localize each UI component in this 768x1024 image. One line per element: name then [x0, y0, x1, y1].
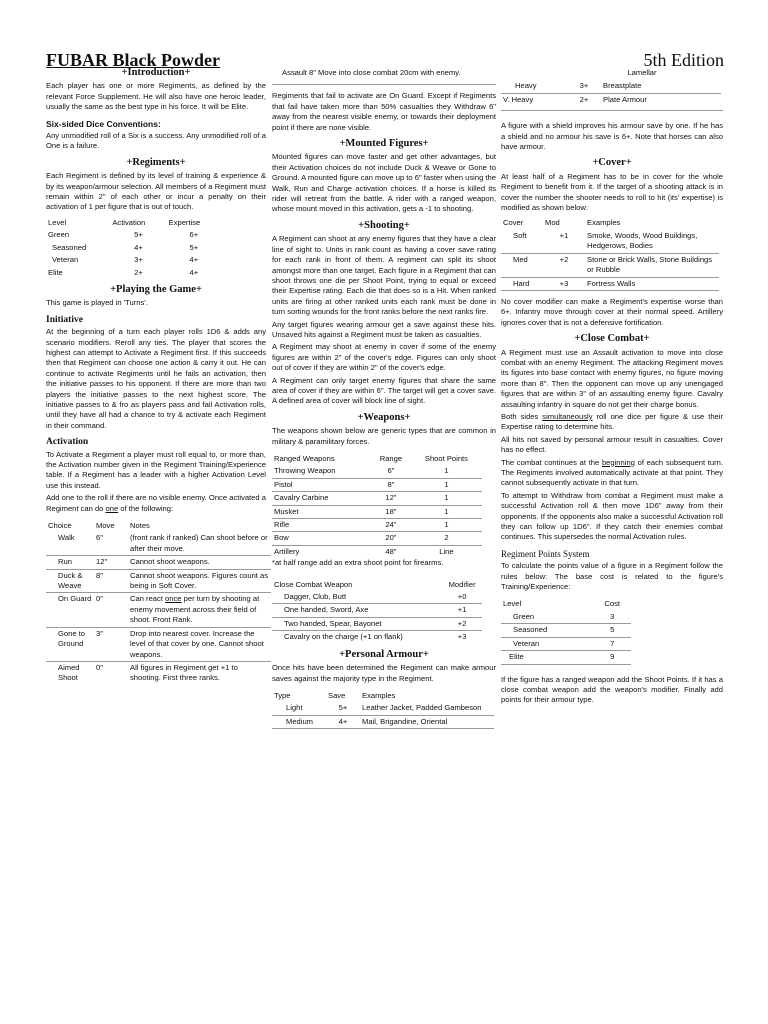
type-cell: V. Heavy: [503, 94, 534, 104]
table-row: [272, 505, 482, 518]
points-table: [501, 598, 631, 664]
activation-cell: 5+: [134, 230, 143, 240]
weapon-cell: Rifle: [272, 519, 371, 532]
mod-cell: +2: [543, 253, 585, 277]
type-cell: Heavy: [501, 80, 567, 93]
level-cell: Seasoned: [501, 624, 593, 637]
activation-text-2: [46, 493, 266, 514]
cover-cell: Soft: [501, 230, 543, 253]
column-1: [46, 67, 269, 685]
training-table: [46, 217, 221, 279]
modifier-cell: +3: [457, 632, 467, 642]
regiments-heading: +Regiments+: [126, 156, 186, 168]
column-3: [501, 68, 723, 708]
table-row: [272, 465, 482, 478]
modifier-cell: +2: [442, 617, 482, 630]
mounted-text: Mounted figures can move faster and get other advantages, but their Activation choices do not include Duck & Weave or Gone to Ground. A mounted figure can move up to 6" faster when using the Walk, Run and Charge activation choices. If a horse is killed its rider will retreat from the battle. A rider with a ranged weapon, whose mount moved in this activation, gets a -1 to shooting.: [272, 152, 496, 214]
initiative-text: At the beginning of a turn each player rolls 1D6 & adds any scenario modifiers. Reroll any ties. The player that scores the highest can attempt to Activate a Regiment first. If this succeeds then that Regiment can choose one action & carry it out. He can continue to activate Regiments until he fails an activation, then the initiative passes to his opponent. If there are more than two players the initiative passes to the next highest score. The initiative passes to & fro as players pass and fail Activation rolls, until they have all had a chance to try & activate each Regiment in their command.: [46, 327, 266, 430]
activation-text: To Activate a Regiment a player must roll equal to, or more than, the Activation number given in the Regiment Training/Experience table. If a Regiment has a leader with a higher Activation Level use this instead.: [46, 449, 266, 490]
table-row: [272, 715, 494, 728]
table-header: Cost: [604, 599, 620, 609]
save-cell: 4+: [326, 715, 360, 728]
table-row: [501, 637, 631, 650]
activation-cell: 3+: [134, 255, 143, 265]
armour-intro: Once hits have been determined the Regiment can make armour saves against the majority type in the Regiment.: [272, 663, 496, 683]
table-header: Range: [379, 454, 403, 463]
emphasis-span: beginning: [601, 457, 635, 467]
cover-intro: At least half of a Regiment has to be in cover for the whole Regiment to benefit from it. If the target of a shooting attack is in cover the number the shooter needs to roll to hit (its' expertise) is modified as shown below:: [501, 171, 723, 213]
emphasis-span: simultaneously: [542, 411, 593, 421]
close-combat-text-2: [501, 412, 723, 433]
weapon-cell: Cavalry on the charge (+1 on flank): [284, 632, 403, 642]
choice-cell: Gone to Ground: [46, 627, 94, 661]
column-2: [272, 68, 496, 729]
table-header: Move: [96, 521, 115, 531]
expertise-cell: 6+: [189, 230, 199, 240]
table-row: [46, 593, 271, 627]
move-cell: 6": [94, 532, 128, 555]
table-header: Ranged Weapons: [274, 454, 335, 463]
table-header: Cover: [503, 218, 524, 228]
choice-cell: Walk: [46, 532, 94, 555]
fail-text: Regiments that fail to activate are On Guard. Except if Regiments that fail have taken more than 50% casualties they Withdraw 6" away from the nearest visible enemy, or towards their deployment point if there are none visible.: [272, 91, 496, 132]
table-header: Examples: [362, 690, 396, 700]
cover-note: No cover modifier can make a Regiment's expertise worse than 6+. Infantry move through cover at their normal speed. Artillery ignores cover that is not a defensive fortification.: [501, 296, 723, 327]
table-row: [46, 556, 271, 569]
cover-heading: +Cover+: [592, 157, 632, 169]
table-row: [501, 93, 721, 106]
cost-cell: 7: [593, 637, 631, 650]
modifier-cell: +0: [442, 591, 482, 604]
table-row: [46, 661, 271, 684]
weapons-heading: +Weapons+: [357, 411, 411, 423]
table-row: [46, 254, 221, 266]
dice-text: Any unmodified roll of a Six is a success. Any unmodified roll of a One is a failure.: [46, 131, 266, 151]
table-row: [501, 230, 719, 253]
notes-cell: [128, 593, 271, 627]
text-span: of the following:: [118, 503, 174, 513]
expertise-cell: 4+: [189, 255, 199, 265]
level-cell: Green: [48, 230, 70, 240]
points-note: If the figure has a ranged weapon add the Shoot Points. If it has a close combat weapon add the weapon's modifier. Finally add points for their armour type.: [501, 674, 723, 705]
activation-table: [46, 520, 271, 685]
assault-row: Assault 8" Move into close combat 20cm with enemy.: [282, 68, 461, 77]
playing-text: This game is played in 'Turns'.: [46, 298, 148, 308]
table-row: [272, 702, 494, 715]
mod-cell: +3: [543, 277, 585, 290]
range-cell: 6": [371, 465, 411, 478]
notes-cell: Drop into nearest cover. Increase the level of that cover by one. Cannot shoot weapons.: [128, 627, 271, 661]
notes-cell: Cannot shoot weapons. Figures count as being in Soft Cover.: [128, 569, 271, 593]
mounted-heading: +Mounted Figures+: [339, 138, 429, 150]
table-header: Shoot Points: [424, 454, 468, 463]
choice-cell: Aimed Shoot: [58, 662, 80, 683]
text-span: per turn by shooting at enemy movement across their field of shoot. Front Rank.: [130, 594, 260, 625]
divider: [272, 84, 496, 85]
points-cell: 1: [411, 492, 482, 505]
divider: [501, 110, 723, 111]
armour-table: [272, 690, 494, 729]
introduction-heading: +Introduction+: [121, 67, 191, 78]
weapon-cell: Cavalry Carbine: [272, 492, 371, 505]
save-cell: 2+: [579, 94, 589, 104]
table-header: Close Combat Weapon: [274, 579, 353, 589]
dice-heading: Six-sided Dice Conventions:: [46, 118, 161, 129]
level-cell: Elite: [501, 651, 593, 664]
table-row: [272, 617, 482, 630]
table-row: [272, 492, 482, 505]
close-combat-text-3: All hits not saved by personal armour result in casualties. Cover has no effect.: [501, 434, 723, 455]
close-combat-text: A Regiment must use an Assault activation to move into close combat with an enemy Regiment. The attacking Regiment moves its figures into base contact with enemy figures, no figure moving more than 8". Then the opponent can move up any unengaged figures that are within 3" of an assaulting enemy figure. Cavalry assaulting infantry in square do not get their charge bonus.: [501, 347, 723, 409]
weapon-cell: Artillery: [274, 546, 300, 556]
armour-heading: +Personal Armour+: [339, 648, 429, 660]
examples-cell: Mail, Brigandine, Oriental: [360, 715, 494, 728]
points-intro: To calculate the points value of a figure in a Regiment follow the rules below: The base cost is related to the figure's Training/Experience:: [501, 561, 723, 592]
table-row: [272, 519, 482, 532]
points-heading: Regiment Points System: [501, 548, 590, 559]
table-header: Modifier: [448, 579, 476, 589]
table-row: [501, 624, 631, 637]
save-cell: 5+: [326, 702, 360, 715]
level-cell: Veteran: [52, 255, 79, 265]
choice-cell: Run: [46, 556, 94, 569]
weapon-cell: Throwing Weapon: [272, 465, 371, 478]
table-row: [501, 80, 721, 93]
save-cell: 3+: [567, 80, 601, 93]
shield-text: A figure with a shield improves his armour save by one. If he has a shield and no armour his save is 6+. Note that horses can also have armour.: [501, 121, 723, 152]
table-header: Activation: [112, 217, 146, 227]
introduction-text: Each player has one or more Regiments, as defined by the relevant Force Supplement. He will also have one heroic leader, usually the same as the best type in his force. It will be Elite.: [46, 81, 266, 112]
weapon-cell: Musket: [272, 505, 371, 518]
cover-table: [501, 217, 719, 290]
text-span: roll one dice per figure & use their Expertise rating to determine hits.: [501, 411, 723, 432]
modifier-cell: +1: [442, 604, 482, 617]
armour-table-continued: [501, 80, 721, 106]
level-cell: Veteran: [501, 637, 593, 650]
points-cell: 1: [411, 519, 482, 532]
range-cell: 8": [371, 478, 411, 491]
weapon-cell: One handed, Sword, Axe: [272, 604, 442, 617]
weapon-cell: Pistol: [272, 478, 371, 491]
points-cell: 1: [411, 505, 482, 518]
table-row: [46, 229, 221, 241]
table-row: [272, 591, 482, 604]
text-span: Add one to the roll if there are no visible enemy. Once activated a Regiment can do: [46, 493, 266, 513]
table-header: Choice: [48, 521, 72, 531]
shooting-heading: +Shooting+: [358, 219, 410, 231]
text-span: The combat continues at the: [501, 457, 602, 467]
expertise-cell: 4+: [189, 267, 199, 277]
shooting-text: A Regiment can shoot at any enemy figures that they have a clear line of sight to. Units in rank count as having a cover save rating for each rank in front of them. A regiment can split its shoot amongst more than one target. Each figure in a Regiment that can shoot throws one die per Shoot Point, trying to equal or exceed their Expertise rating. Each die that does so is a Hit. When ranked units are firing at other ranked units each rank must be done in turn sorting wounds for the front ranks before the next ranks fire.: [272, 234, 496, 317]
table-header: Expertise: [168, 217, 201, 227]
points-cell: 1: [411, 478, 482, 491]
table-row: [46, 627, 271, 661]
range-cell: 18": [371, 505, 411, 518]
range-cell: 48": [385, 546, 397, 556]
table-row: [501, 253, 719, 277]
table-row: [272, 604, 482, 617]
weapon-cell: Two handed, Spear, Bayonet: [272, 617, 442, 630]
cost-cell: 3: [593, 611, 631, 624]
table-header: Notes: [130, 521, 150, 531]
range-cell: 20": [371, 532, 411, 545]
close-combat-text-5: To attempt to Withdraw from combat a Regiment must make a successful Activation roll & then move 1D6" away from their opponents. If the opponents also make a successful Activation roll they can follow up 1D6". If they catch their enemies combat continues. This supersedes the normal Activation rules.: [501, 490, 723, 542]
weapon-cell: Bow: [272, 532, 371, 545]
table-row: [501, 611, 631, 624]
close-combat-text-4: [501, 458, 723, 489]
examples-cell: Smoke, Woods, Wood Buildings, Hedgerows, Bodies: [585, 230, 719, 253]
text-span: of each subsequent turn. The Regiments involved automatically activate at that point. They cannot subsequently activate in that turn.: [501, 457, 724, 488]
cover-cell: Hard: [501, 277, 543, 290]
table-header: Type: [274, 690, 291, 700]
table-row: [272, 478, 482, 491]
move-cell: 3": [94, 627, 128, 661]
text-span: Both sides: [501, 411, 543, 421]
move-cell: 12": [94, 556, 128, 569]
playing-heading: +Playing the Game+: [110, 283, 202, 295]
range-cell: 12": [371, 492, 411, 505]
notes-cell: All figures in Regiment get +1 to shooting. First three ranks.: [130, 662, 238, 683]
cover-cell: Med: [501, 253, 543, 277]
table-row: [46, 267, 221, 279]
table-header: Mod: [545, 218, 560, 228]
notes-cell: (front rank if ranked) Can shoot before or after their move.: [128, 532, 271, 555]
type-cell: Light: [272, 702, 326, 715]
points-cell: 2: [411, 532, 482, 545]
emphasis-span: once: [165, 594, 182, 604]
table-header: Level: [503, 599, 522, 609]
table-row: [501, 277, 719, 290]
level-cell: Seasoned: [52, 242, 87, 252]
activation-heading: Activation: [46, 437, 89, 448]
activation-cell: 4+: [134, 242, 143, 252]
edition-label: 5th Edition: [643, 50, 724, 70]
table-row: [46, 242, 221, 254]
ranged-weapons-table: [272, 453, 482, 558]
move-cell: 8": [94, 569, 128, 593]
shooting-text-3: A Regiment may shoot at enemy in cover if some of the enemy figures are within 2" of the cover's edge. Figures can only shoot out of cover if they are within 2" of the cover's edge.: [272, 342, 496, 373]
table-row: [501, 651, 631, 664]
shooting-text-4: A Regiment can only target enemy figures that share the same area of cover if they are within 6". The target will get a cover save. A defined area of cover will block line of sight.: [272, 375, 496, 406]
notes-cell: Cannot shoot weapons.: [128, 556, 271, 569]
close-combat-table: [272, 579, 482, 644]
regiments-text: Each Regiment is defined by its level of training & experience & by its weapon/armour selection. All members of a Regiment must remain within 2" of each other or incur a penalty on their activation of 1 per figure that is out of touch.: [46, 171, 266, 212]
lamellar-text: Lamellar: [627, 68, 657, 77]
table-row: [272, 545, 482, 558]
expertise-cell: 5+: [189, 242, 199, 252]
cost-cell: 9: [593, 651, 631, 664]
activation-cell: 2+: [134, 267, 143, 277]
table-row: [272, 532, 482, 545]
table-row: [46, 569, 271, 593]
table-row: [46, 532, 271, 555]
move-cell: 0": [96, 662, 103, 672]
weapons-intro: The weapons shown below are generic types that are common in military & paramilitary forces.: [272, 426, 496, 446]
examples-cell: Fortress Walls: [585, 277, 719, 290]
shooting-text-2: Any target figures wearing armour get a save against these hits. Unsaved hits against a Regiment must be taken as casualties.: [272, 319, 496, 339]
mod-cell: +1: [543, 230, 585, 253]
examples-cell: Breastplate: [601, 80, 721, 93]
type-cell: Medium: [272, 715, 326, 728]
examples-cell: Plate Armour: [603, 94, 647, 104]
document-title: FUBAR Black Powder: [46, 50, 220, 70]
level-cell: Green: [501, 611, 593, 624]
examples-cell: Leather Jacket, Padded Gambeson: [360, 702, 494, 715]
text-span: Can react: [130, 594, 166, 604]
table-row: [272, 631, 482, 644]
points-cell: Line: [439, 546, 454, 556]
table-header: Save: [328, 690, 346, 700]
table-header: Examples: [587, 218, 621, 228]
emphasis-span: one: [105, 503, 119, 513]
level-cell: Elite: [48, 267, 63, 277]
points-cell: 1: [411, 465, 482, 478]
table-header: Level: [48, 217, 67, 227]
examples-cell: Stone or Brick Walls, Stone Buildings or Rubble: [585, 253, 719, 277]
cost-cell: 5: [593, 624, 631, 637]
move-cell: 0": [94, 593, 128, 627]
choice-cell: Duck & Weave: [46, 569, 94, 593]
initiative-heading: Initiative: [46, 314, 83, 325]
range-cell: 24": [371, 519, 411, 532]
close-combat-heading: +Close Combat+: [574, 333, 650, 345]
choice-cell: On Guard: [46, 593, 94, 627]
weapon-cell: Dagger, Club, Butt: [272, 591, 442, 604]
half-range-note: *at half range add an extra shoot point for firearms.: [272, 558, 444, 568]
